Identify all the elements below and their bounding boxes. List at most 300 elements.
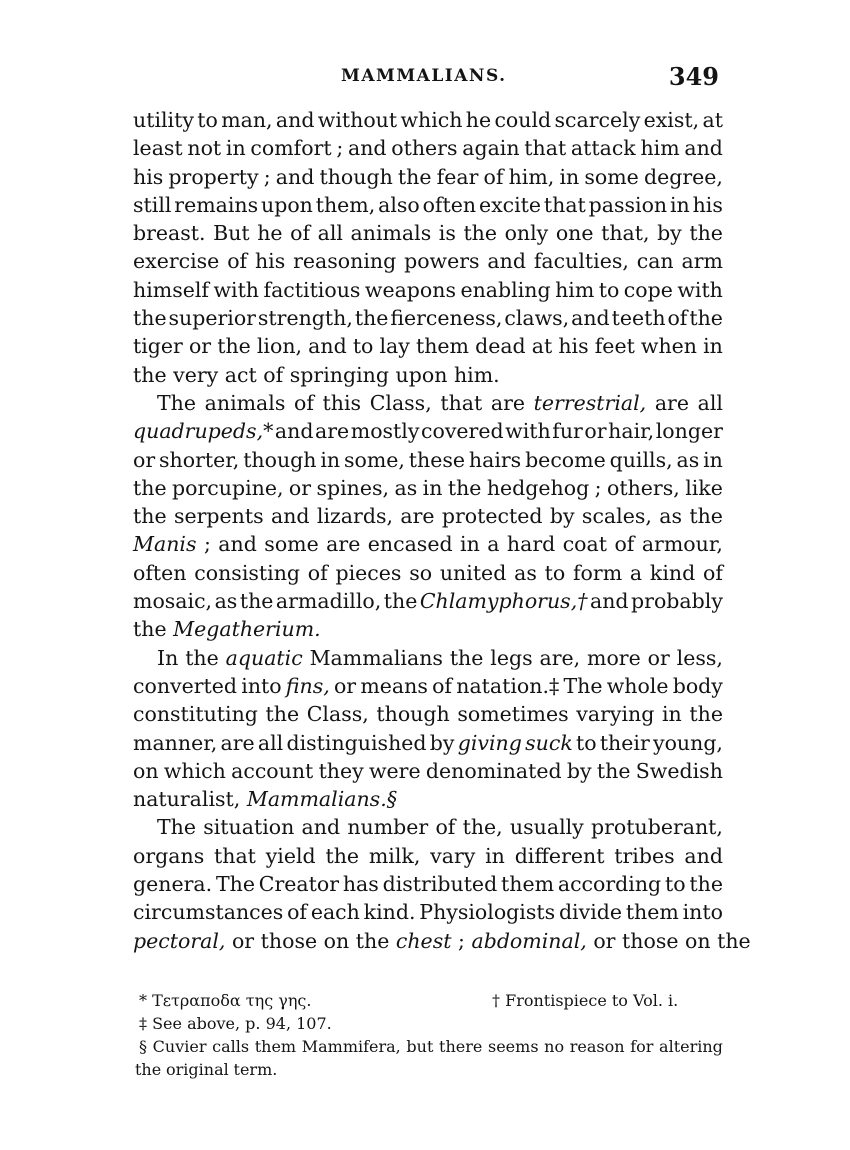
word: Manis (133, 532, 197, 557)
word: and (347, 136, 387, 161)
word: chest (395, 928, 452, 953)
word: upon (395, 362, 448, 387)
word: the (133, 475, 167, 500)
word: are (315, 419, 350, 444)
word: to (575, 730, 597, 755)
word: vary (430, 843, 476, 868)
word: that (543, 192, 586, 217)
word: original (166, 1060, 229, 1079)
text-line (133, 389, 723, 417)
word: Megatherium. (173, 617, 321, 642)
word: as (214, 589, 238, 614)
word: organs (133, 843, 205, 868)
word: The (157, 390, 197, 415)
word: of (702, 560, 723, 585)
word: on (133, 758, 159, 783)
word: milk, (368, 843, 421, 868)
word: altering (659, 1037, 723, 1056)
word: the (355, 928, 390, 953)
word: at (531, 334, 553, 359)
word: as (514, 560, 537, 585)
word: breast. (133, 221, 206, 246)
word: powers (404, 249, 480, 274)
word: so (409, 560, 433, 585)
word: only (504, 221, 549, 246)
footnote-section-line (135, 1058, 723, 1081)
word: Mammalians.§ (246, 787, 397, 812)
word: hedgehog (486, 475, 590, 500)
word: very (173, 362, 219, 387)
text-line (133, 644, 723, 672)
text-line (133, 559, 723, 587)
footnote-star: * Τετραποδα της γης. (139, 991, 312, 1010)
word: of (435, 815, 456, 840)
word: usually (509, 815, 584, 840)
word: teeth (611, 306, 666, 331)
footnote-row (135, 1012, 723, 1035)
word: longer (655, 419, 723, 444)
word: in (460, 532, 480, 557)
word: feet (594, 334, 635, 359)
word: the (689, 702, 723, 727)
text-line (133, 106, 723, 134)
word: all (257, 730, 284, 755)
word: upon (261, 192, 313, 217)
word: degree, (643, 164, 723, 189)
word: the (689, 221, 723, 246)
word: and (308, 334, 347, 359)
word: by (429, 730, 455, 755)
text-line (133, 502, 723, 530)
text-line (133, 134, 723, 162)
word: and (218, 532, 257, 557)
word: the (447, 475, 482, 500)
word: them, (315, 192, 376, 217)
word: his (133, 164, 164, 189)
word: of (290, 221, 311, 246)
word: and (275, 108, 315, 132)
word: giving (457, 730, 522, 755)
word: hair, (608, 419, 655, 444)
word: there (439, 1037, 483, 1056)
word: he (257, 221, 283, 246)
word: some (584, 164, 639, 189)
word: him. (453, 362, 500, 387)
word: terrestrial, (533, 390, 647, 415)
word: porcupine, (172, 475, 284, 500)
word: that, (601, 221, 650, 246)
word: again (462, 136, 520, 161)
word: scarcely (554, 108, 641, 132)
word: kind (649, 560, 696, 585)
word: scales, (581, 504, 652, 529)
word: arm (681, 249, 723, 274)
word: the (239, 589, 274, 614)
word: fierceness, (390, 306, 503, 331)
word: those (622, 928, 679, 953)
word: number (347, 815, 429, 840)
word: constituting (133, 702, 258, 727)
text-line (133, 247, 723, 275)
text-line (133, 700, 723, 728)
word: often (133, 560, 187, 585)
word: into (682, 900, 723, 925)
word: cope (623, 277, 673, 302)
word: of (483, 164, 504, 189)
word: naturalist, (133, 787, 241, 812)
word: means (360, 673, 428, 698)
page-number: 349 (668, 62, 719, 91)
word: the (265, 702, 300, 727)
word: spines, (316, 475, 390, 500)
word: § (139, 1037, 147, 1056)
word: according (557, 872, 662, 897)
word: act (224, 362, 257, 387)
word: for (630, 1037, 654, 1056)
text-line (133, 842, 723, 870)
word: springing (289, 362, 389, 387)
text-line (133, 870, 723, 898)
word: strength, (257, 306, 353, 331)
word: hard (506, 532, 556, 557)
word: each (310, 900, 360, 925)
text-line (133, 332, 723, 360)
footnotes (135, 989, 723, 1081)
word: Class, (369, 390, 432, 415)
word: claws, (504, 306, 570, 331)
word: quadrupeds,* (133, 419, 274, 444)
word: and (270, 504, 310, 529)
word: of (614, 532, 635, 557)
word: ; (263, 164, 271, 189)
text-line (133, 785, 723, 813)
footnote-dagger: † Frontispiece to Vol. i. (492, 991, 679, 1010)
word: remains (174, 192, 259, 217)
word: their (599, 730, 650, 755)
word: when (640, 334, 697, 359)
word: reasoning (293, 249, 397, 274)
word: the, (462, 815, 503, 840)
word: in (669, 192, 690, 217)
word: ; (203, 532, 211, 557)
word: comfort (250, 136, 332, 161)
word: the (449, 645, 484, 670)
word: the (463, 221, 498, 246)
word: like (685, 475, 723, 500)
word: the (135, 1060, 162, 1079)
word: some (264, 532, 319, 557)
word: or (333, 673, 357, 698)
word: mosaic, (133, 589, 213, 614)
text-line (133, 417, 723, 445)
word: armadillo, (275, 589, 382, 614)
word: protuberant, (590, 815, 723, 840)
word: though (376, 702, 450, 727)
word: though (243, 447, 317, 472)
word: the (596, 758, 631, 783)
text-line (133, 219, 723, 247)
word: of (287, 900, 308, 925)
word: factitious (263, 277, 361, 302)
word: suck (525, 730, 573, 755)
running-head (133, 62, 723, 92)
word: legs (490, 645, 533, 670)
word: attack (570, 136, 636, 161)
word: those (260, 928, 318, 953)
word: of (307, 560, 328, 585)
word: the (133, 617, 167, 642)
word: with (213, 277, 260, 302)
word: exist, (643, 108, 700, 132)
text-line (133, 672, 723, 700)
word: Cuvier (152, 1037, 207, 1056)
word: property (168, 164, 259, 189)
word: Physiologists (419, 900, 556, 925)
word: or (647, 645, 670, 670)
word: fear (436, 164, 479, 189)
word: and (275, 164, 315, 189)
word: into (241, 673, 282, 698)
word: and (684, 843, 723, 868)
word: but (406, 1037, 434, 1056)
word: and (684, 136, 723, 161)
word: are, (539, 645, 581, 670)
word: least (133, 136, 183, 161)
footnote-double-dagger: ‡ See above, p. 94, 107. (139, 1014, 332, 1033)
text-line (133, 446, 723, 474)
word: and (571, 306, 610, 331)
word: these (408, 447, 466, 472)
word: denominated (425, 758, 562, 783)
word: or (288, 475, 312, 500)
word: they (318, 758, 364, 783)
word: passion (588, 192, 668, 217)
word: in (225, 136, 246, 161)
word: them (254, 1037, 297, 1056)
word: pectoral, (133, 928, 226, 953)
word: the (397, 164, 432, 189)
word: his (692, 192, 723, 217)
text-line (133, 587, 723, 615)
word: quills, (609, 447, 673, 472)
word: The (215, 872, 255, 897)
word: reason (569, 1037, 625, 1056)
word: and (301, 815, 341, 840)
word: in (422, 475, 443, 500)
word: on (685, 928, 711, 953)
text-line (133, 757, 723, 785)
word: or (188, 334, 212, 359)
word: distributed (382, 872, 498, 897)
word: armour, (641, 532, 723, 557)
word: young, (652, 730, 723, 755)
text-line (133, 191, 723, 219)
word: are (400, 504, 435, 529)
word: of (432, 673, 453, 698)
word: lion, (256, 334, 303, 359)
word: the (217, 334, 251, 359)
word: though (319, 164, 393, 189)
word: in (559, 164, 580, 189)
word: or (231, 928, 255, 953)
word: the (689, 306, 723, 331)
word: as (394, 475, 418, 500)
word: the (689, 504, 723, 529)
word: ; (458, 928, 465, 953)
text-line (133, 530, 723, 558)
text-line (133, 927, 751, 955)
word: enabling (460, 277, 551, 302)
word: Mammifera, (301, 1037, 401, 1056)
footnote-row (135, 989, 723, 1012)
word: the (325, 843, 360, 868)
word: in (661, 702, 682, 727)
word: others, (607, 475, 680, 500)
word: different (514, 843, 605, 868)
word: he (465, 108, 492, 132)
word: distinguished (286, 730, 427, 755)
word: varying (576, 702, 655, 727)
word: mostly (350, 419, 420, 444)
word: and (589, 589, 629, 614)
word: the (133, 306, 167, 331)
word: are (220, 730, 255, 755)
word: is (438, 221, 456, 246)
word: were (369, 758, 421, 783)
word: covered (421, 419, 504, 444)
word: by (657, 221, 682, 246)
word: some, (343, 447, 405, 472)
word: no (544, 1037, 565, 1056)
word: his (558, 334, 589, 359)
word: natation.‡ (456, 673, 560, 698)
word: converted (133, 673, 238, 698)
word: lizards, (316, 504, 393, 529)
word: Mammalians (309, 645, 443, 670)
word: that (440, 390, 483, 415)
word: ; (594, 475, 602, 500)
word: man, (221, 108, 273, 132)
word: the (133, 362, 167, 387)
word: form (572, 560, 623, 585)
word: probably (631, 589, 723, 614)
word: fins, (285, 673, 330, 698)
word: whole (606, 673, 669, 698)
word: them (625, 900, 679, 925)
word: and (274, 419, 314, 444)
word: in (703, 334, 723, 359)
word: in (485, 843, 505, 868)
word: which (163, 758, 226, 783)
word: coat (562, 532, 607, 557)
word: in (320, 447, 341, 472)
word: of (263, 362, 284, 387)
word: lay (379, 334, 410, 359)
word: the (717, 928, 751, 953)
word: the (354, 306, 389, 331)
word: by (549, 504, 575, 529)
word: or (133, 447, 156, 472)
word: weapons (364, 277, 456, 302)
word: circumstances (133, 900, 284, 925)
word: fur (552, 419, 583, 444)
word: to (352, 334, 374, 359)
word: of (293, 390, 314, 415)
word: and (487, 249, 526, 274)
word: In (157, 645, 179, 670)
word: But (213, 221, 250, 246)
word: to (197, 108, 218, 132)
word: by (566, 758, 592, 783)
word: animals (204, 390, 286, 415)
word: serpents (173, 504, 264, 529)
word: of (667, 306, 688, 331)
word: on (323, 928, 350, 953)
word: term. (233, 1060, 278, 1079)
word: The (563, 673, 603, 698)
word: that (524, 136, 567, 161)
text-line (133, 474, 723, 502)
word: ; (336, 136, 344, 161)
word: one (555, 221, 594, 246)
word: superior (168, 306, 256, 331)
word: yield (265, 843, 316, 868)
word: protected (441, 504, 543, 529)
word: the (133, 504, 167, 529)
word: not (187, 136, 222, 161)
word: encased (367, 532, 453, 557)
word: shorter, (159, 447, 240, 472)
text-line (133, 813, 723, 841)
word: without (317, 108, 398, 132)
word: can (636, 249, 674, 274)
word: others (391, 136, 458, 161)
text-line (133, 304, 723, 332)
word: could (494, 108, 552, 132)
running-title: MAMMALIANS. (341, 66, 507, 86)
word: Class, (306, 702, 369, 727)
word: which (400, 108, 463, 132)
word: himself (133, 277, 209, 302)
word: has (342, 872, 379, 897)
word: abdominal, (471, 928, 587, 953)
word: him (640, 136, 680, 161)
text-line (133, 163, 723, 191)
text-line (133, 898, 723, 926)
word: faculties, (533, 249, 629, 274)
word: or (593, 928, 616, 953)
word: are (490, 390, 526, 415)
word: account (231, 758, 314, 783)
word: body (672, 673, 723, 698)
body-text (133, 106, 751, 955)
word: or (584, 419, 607, 444)
word: with (505, 419, 551, 444)
word: them (501, 872, 555, 897)
word: the (185, 645, 219, 670)
word: seems (488, 1037, 539, 1056)
word: dead (475, 334, 526, 359)
word: a (487, 532, 500, 557)
word: are (654, 390, 689, 415)
word: still (133, 192, 172, 217)
word: as (659, 504, 682, 529)
word: his (254, 249, 286, 274)
word: the (383, 589, 418, 614)
word: The (157, 815, 197, 840)
word: utility (133, 108, 194, 132)
word: less, (676, 645, 723, 670)
